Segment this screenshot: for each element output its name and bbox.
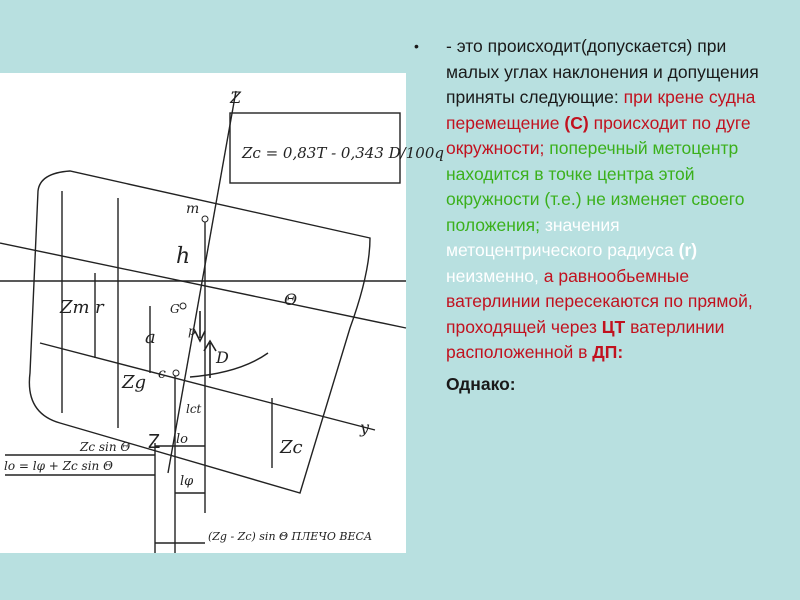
text-s8: неизменно, bbox=[446, 265, 544, 286]
label-eq1: Zc sin Θ bbox=[80, 440, 131, 454]
label-theta: Θ bbox=[284, 290, 298, 309]
text-s10: ЦТ bbox=[601, 316, 626, 337]
text-s3: (С) bbox=[564, 112, 589, 133]
label-z-axis: Z bbox=[230, 88, 242, 107]
text-s2: при крене судна перемещение bbox=[446, 87, 756, 133]
label-g: G bbox=[170, 302, 180, 316]
label-p: p bbox=[188, 324, 196, 338]
text-s12: ДП: bbox=[592, 342, 624, 362]
formula-text: Zᴄ = 0,83T - 0,343 D/100q bbox=[242, 144, 444, 162]
heel-arc bbox=[190, 353, 268, 377]
label-big-z: Z bbox=[148, 431, 161, 453]
point-c bbox=[173, 370, 179, 376]
text-s1: - это происходит(допускается) при малых углах наклонения и допущения приняты следующие: bbox=[446, 36, 759, 107]
label-zg: Zg bbox=[122, 372, 147, 393]
label-a: a bbox=[145, 327, 156, 348]
text-s9: а равнообьемные ватерлинии пересекаются по прямой, проходящей через bbox=[446, 265, 753, 337]
label-h: h bbox=[176, 244, 191, 269]
label-lct: lct bbox=[186, 402, 202, 416]
label-c: c bbox=[158, 366, 166, 382]
explanation-text bbox=[414, 34, 764, 397]
label-zm: Zm bbox=[60, 297, 90, 318]
point-m bbox=[202, 216, 208, 222]
arrow-d bbox=[204, 341, 216, 378]
bullet-paragraph bbox=[446, 34, 764, 366]
label-lo: lo bbox=[176, 432, 188, 447]
label-zc: Zc bbox=[280, 437, 303, 458]
label-y-axis: y bbox=[360, 418, 370, 437]
drawing-svg bbox=[0, 73, 444, 553]
text-s5: поперечный метоцентр находится в точке центра этой окружности (т.е.) не изменяет своего положения; bbox=[446, 138, 745, 235]
bullet-icon: • bbox=[414, 38, 419, 54]
z-axis bbox=[168, 91, 236, 473]
label-d: D bbox=[216, 348, 229, 367]
bullet-item bbox=[414, 34, 764, 366]
text-s11: ватерлинии расположенной в bbox=[446, 316, 725, 362]
label-lqp: lφ bbox=[180, 474, 194, 489]
label-eq2: lo = lφ + Zc sin Θ bbox=[4, 459, 113, 473]
label-r: r bbox=[95, 297, 104, 318]
text-s4: происходит по дуге окружности; bbox=[446, 112, 751, 158]
label-m: m bbox=[186, 201, 200, 217]
ship-stability-drawing bbox=[0, 73, 444, 553]
text-s6: значения метоцентрического радиуса bbox=[446, 214, 679, 260]
y-axis bbox=[40, 343, 375, 430]
point-g bbox=[180, 303, 186, 309]
label-bottom: (Zg - Zc) sin Θ ПЛЕЧО ВЕСА bbox=[208, 530, 373, 543]
footer-text: Однако: bbox=[446, 373, 516, 394]
text-s7: (r) bbox=[678, 240, 698, 260]
